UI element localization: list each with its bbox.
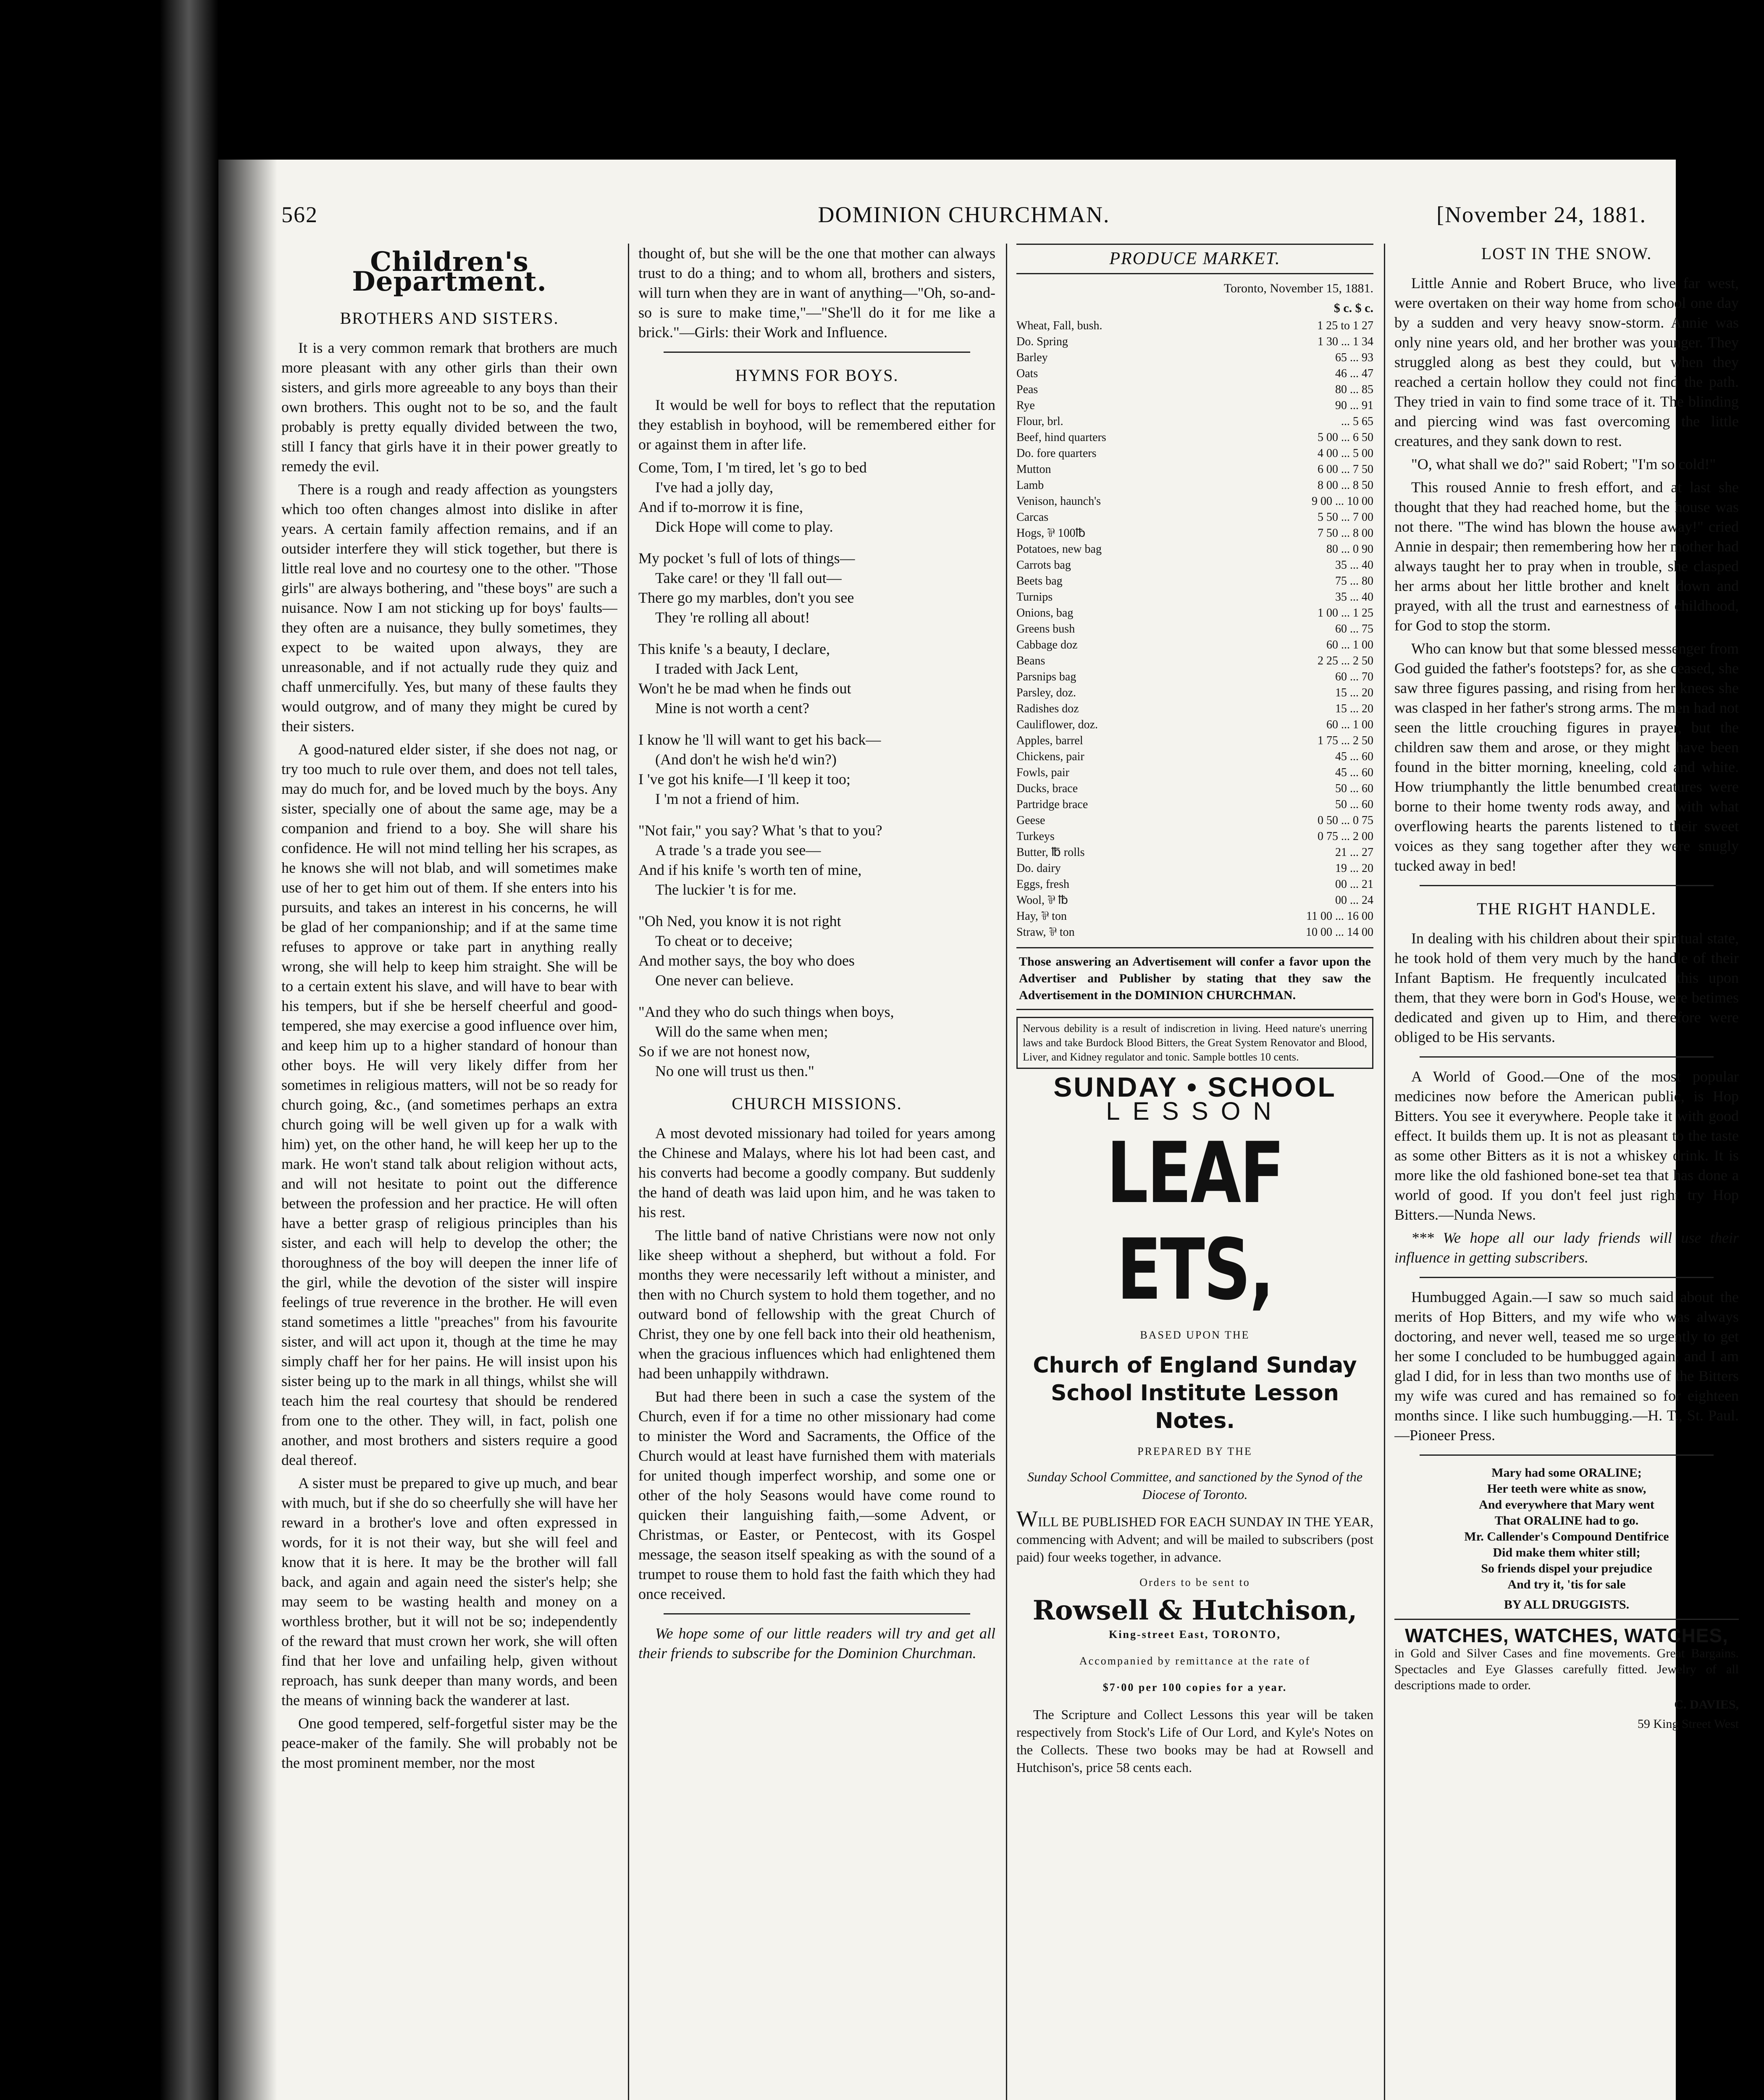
market-price: 90 ... 91 <box>1335 399 1373 412</box>
market-item: Wool, ⅌ ℔ <box>1016 894 1068 907</box>
handle-heading: THE RIGHT HANDLE. <box>1477 899 1656 918</box>
market-item: Hogs, ⅌ 100℔ <box>1016 527 1086 540</box>
leaflets-ad <box>1016 1071 1373 1776</box>
market-row <box>1016 398 1373 414</box>
lost-paragraph: Who can know but that some blessed messenger from God guided the father's footsteps? for, as she ceased, she saw three figures passing, and rising from her knees she was clasped in her father's strong arms. The men had not seen the little crouching figures in prayer, but the children saw them and arose, or they might have been found in the bitter morning, kneeling, cold and white. How triumphantly the little benumbed creatures were borne to their home twenty rods away, and with what overflowing hearts the parents listened to their sweet voices as they sang together after they were snugly tucked away in bed! <box>1394 640 1739 874</box>
market-price: 50 ... 60 <box>1335 782 1373 795</box>
market-row <box>1016 813 1373 829</box>
market-price: 11 00 ... 16 00 <box>1306 910 1373 923</box>
divider <box>664 352 970 353</box>
article-heading: BROTHERS AND SISTERS. <box>340 309 559 328</box>
ad-institute: Church of England Sunday School Institute Lesson Notes. <box>1033 1353 1357 1433</box>
oraline-line: And everywhere that Mary went <box>1479 1498 1654 1512</box>
divider <box>1420 1056 1714 1058</box>
market-row <box>1016 525 1373 541</box>
poem-line: I 'm not a friend of him. <box>655 790 800 807</box>
market-item: Turkeys <box>1016 830 1055 843</box>
poem-line: Take care! or they 'll fall out— <box>655 570 842 586</box>
poem-line: There go my marbles, don't you see <box>638 589 854 606</box>
market-item: Mutton <box>1016 463 1051 476</box>
ad-prepared-by: PREPARED BY THE <box>1137 1445 1252 1457</box>
ad-publish-text: ILL BE PUBLISHED FOR EACH SUNDAY IN THE YEAR, commencing with Advent; and will be mailed to subscribers (post paid) four weeks together, in advance. <box>1016 1514 1373 1564</box>
poem-stanza <box>638 1002 995 1081</box>
market-item: Lamb <box>1016 479 1044 492</box>
market-item: Apples, barrel <box>1016 734 1083 747</box>
market-title: PRODUCE MARKET. <box>1016 244 1373 274</box>
market-row <box>1016 765 1373 781</box>
poem-line: My pocket 's full of lots of things— <box>638 550 855 567</box>
market-row <box>1016 462 1373 478</box>
market-item: Carcas <box>1016 511 1049 524</box>
market-row <box>1016 605 1373 621</box>
market-item: Straw, ⅌ ton <box>1016 926 1075 939</box>
poem-line: Dick Hope will come to play. <box>655 518 833 535</box>
oraline-line: So friends dispel your prejudice <box>1481 1562 1652 1575</box>
missions-paragraph: But had there been in such a case the system of the Church, even if for a time no other missionary had come to minister the Word and Sacraments, the Office of the Church would at least have furnished them with materials for united though imperfect worship, and some one or other of the holy Seasons would have come round to quicken their languishing faith,—some Advent, or Christmas, or Easter, or Pentecost, with its Gospel message, the season itself speaking as with the sound of a trumpet to rouse them to hold fast the faith which they had once received. <box>638 1388 995 1602</box>
column-1 <box>281 244 617 2100</box>
ad-dropcap: W <box>1016 1506 1038 1531</box>
article-paragraph: A sister must be prepared to give up much, and bear with much, but if she do so cheerfully she will have her reward in a brother's love and often expressed in words, for it is not their way, but she will feel and know that it is here. It may be the brother will fall back, and again and again need the sister's help; she may seem to be wasting health and money on a worthless brother, but it will not be so; independently of the reward that must crown her work, she will often find that her love and unfailing help, given without reproach, has sunk deeper than many words, and been the means of winning back the wanderer at last. <box>281 1475 617 1709</box>
market-item: Hay, ⅌ ton <box>1016 910 1067 923</box>
market-price: 0 50 ... 0 75 <box>1318 814 1373 827</box>
market-row <box>1016 749 1373 765</box>
poem-stanza <box>638 549 995 627</box>
book-spine <box>160 0 218 2100</box>
poem-line: "And they who do such things when boys, <box>638 1003 894 1020</box>
market-date: Toronto, November 15, 1881. <box>1223 281 1373 295</box>
article-paragraph: There is a rough and ready affection as youngsters which too often changes almost into dislike in after years. A certain family affection remains, and if an outsider interfere they will stick together, but there is little real love and no courtesy one to the other. "Those girls" are always bothering, and "these boys" are such a nuisance. Now I am not sticking up for boys' faults—they often are a nuisance, they bully sometimes, they expect to be waited upon always, they are unreasonable, and if not actually rude they quiz and chaff unmercifully. Yes, but many of these faults they would outgrow, and of many they might be cured by their sisters. <box>281 481 617 735</box>
column-rule <box>1006 244 1007 2100</box>
market-item: Carrots bag <box>1016 559 1071 572</box>
article-continuation: thought of, but she will be the one that mother can always trust to do a thing; and to whom all, brothers and sisters, will turn when they are in want of anything—"Oh, so-and-so is sure to make time,"—"She'll do it for me like a brick."—Girls: their Work and Influence. <box>638 245 995 341</box>
market-price: 50 ... 60 <box>1335 798 1373 811</box>
market-row <box>1016 653 1373 669</box>
market-price: 65 ... 93 <box>1335 351 1373 364</box>
market-row <box>1016 414 1373 430</box>
market-item: Beets bag <box>1016 575 1063 588</box>
market-row <box>1016 637 1373 653</box>
poem-line: I know he 'll will want to get his back— <box>638 731 881 748</box>
ad-rate: $7·00 per 100 copies for a year. <box>1102 1681 1287 1693</box>
market-price: 7 50 ... 8 00 <box>1318 527 1373 540</box>
lost-heading: LOST IN THE SNOW. <box>1481 244 1652 263</box>
oraline-ad <box>1394 1465 1739 1613</box>
market-row <box>1016 430 1373 446</box>
ad-big-text: LEAF ETS, <box>1106 1124 1284 1319</box>
market-row <box>1016 509 1373 525</box>
poem-line: I've had a jolly day, <box>655 479 774 496</box>
market-price: 15 ... 20 <box>1335 686 1373 699</box>
market-item: Turnips <box>1016 591 1053 604</box>
poem-line: I 've got his knife—I 'll keep it too; <box>638 771 850 788</box>
market-item: Parsnips bag <box>1016 670 1076 683</box>
market-row <box>1016 892 1373 908</box>
druggists-line: BY ALL DRUGGISTS. <box>1504 1598 1630 1612</box>
hymns-heading: HYMNS FOR BOYS. <box>735 366 899 385</box>
market-item: Barley <box>1016 351 1048 364</box>
market-price: 1 25 to 1 27 <box>1317 319 1373 332</box>
market-row <box>1016 877 1373 892</box>
market-item: Peas <box>1016 383 1038 396</box>
market-row <box>1016 829 1373 845</box>
newspaper-page <box>218 160 1739 2100</box>
oraline-line: And try it, 'tis for sale <box>1507 1578 1626 1591</box>
market-price: 5 00 ... 6 50 <box>1318 431 1373 444</box>
ad-orders: Orders to be sent to <box>1139 1576 1250 1588</box>
oraline-line: Mr. Callender's Compound Dentifrice <box>1464 1530 1669 1544</box>
poem-line: So if we are not honest now, <box>638 1043 810 1060</box>
market-item: Cabbage doz <box>1016 638 1078 651</box>
market-item: Rye <box>1016 399 1035 412</box>
market-price: 60 ... 70 <box>1335 670 1373 683</box>
lost-paragraph: "O, what shall we do?" said Robert; "I'm so cold!" <box>1411 456 1716 472</box>
oraline-line: Mary had some ORALINE; <box>1491 1466 1642 1480</box>
market-price: 45 ... 60 <box>1335 750 1373 763</box>
divider <box>1420 1277 1714 1278</box>
market-price-header: $ c. $ c. <box>1334 301 1373 315</box>
davies-name: C. DAVIES, <box>1674 1698 1739 1712</box>
market-row <box>1016 701 1373 717</box>
poem-stanza <box>638 639 995 718</box>
poem-line: No one will trust us then." <box>655 1063 814 1079</box>
poem-stanza <box>638 821 995 900</box>
poem-stanza <box>638 458 995 537</box>
market-price: 2 25 ... 2 50 <box>1318 654 1373 667</box>
poem-line: And mother says, the boy who does <box>638 952 855 969</box>
poem-line: I traded with Jack Lent, <box>655 660 798 677</box>
divider <box>1420 885 1714 886</box>
market-row <box>1016 669 1373 685</box>
market-price: 1 00 ... 1 25 <box>1318 606 1373 620</box>
poem-line: Mine is not worth a cent? <box>655 700 809 717</box>
market-price: 45 ... 60 <box>1335 766 1373 779</box>
market-item: Cauliflower, doz. <box>1016 718 1098 731</box>
handle-paragraph: In dealing with his children about their spiritual state, he took hold of them very much by the handle of their Infant Baptism. He frequently inculcated this upon them, that they were born in God's House, were betimes dedicated and given up to Him, and therefore were obliged to be His servants. <box>1394 930 1739 1045</box>
ad-address: King-street East, TORONTO, <box>1109 1628 1281 1641</box>
market-row <box>1016 366 1373 382</box>
newspaper-title: DOMINION CHURCHMAN. <box>818 202 1110 227</box>
article-paragraph: A good-natured elder sister, if she does not nag, or try too much to rule over them, and does not tell tales, may do much for, and be loved much by the boys. Any sister, specially one of about the same age, may be a companion and friend to a boy. She will share his confidence. He will not mind telling her his scrapes, as he knows she will not blab, and will sometimes make use of her to get him out of them. If she enters into his pursuits, and takes an interest in his concerns, he will be glad of her companionship; and if at the same time refuses to approve or take part in anything really wrong, she will help to keep him straight. She will be to a certain extent his slave, and will have to bear with his tempers, but if she be herself cheerful and good-tempered, she may exercise a good influence over him, and keep him up to a higher standard of honour than other boys. He will very likely differ from her sometimes in religious matters, will not be so ready for church going, &c., (and sometimes perhaps an extra church going will be well given up for a walk with him) yet, on the other hand, he will keep her up to the mark. He won't stand talk about religion without acts, and will not hesitate to point out the difference between the profession and her practice. He will often have a better grasp of religious principles than his sister, and each will help to develop the other; the thoroughness of the boy will deepen the inner life of the girl, while the devotion of the sister will inspire feelings of true reverence in the brother. He will even stand sometimes a little "preaches" from his favourite sister, and will act upon it, though at the time he may simply chaff her for her pains. He will insist upon his sister being up to the mark in all things, whilst she will teach him the real courtesy that should be rendered from one to the other. They will, in fact, polish one another, and most brothers and sisters require a good deal thereof. <box>281 741 617 1468</box>
market-row <box>1016 797 1373 813</box>
market-row <box>1016 557 1373 573</box>
page-number: 562 <box>281 202 318 227</box>
market-price: 46 ... 47 <box>1335 367 1373 380</box>
watches-text: in Gold and Silver Cases and fine movements. Great Bargains. Spectacles and Eye Glasses carefully fitted. Jewelry of all descriptions made to order. <box>1394 1646 1739 1692</box>
poem <box>638 458 995 1081</box>
poem-line: This knife 's a beauty, I declare, <box>638 640 830 657</box>
ad-subheadline: LESSON <box>1106 1097 1284 1125</box>
advertiser-notice: Those answering an Advertisement will confer a favor upon the Advertiser and Publisher by stating that they saw the Advertisement in the DOMINION CHURCHMAN. <box>1016 947 1373 1010</box>
market-row <box>1016 733 1373 749</box>
page-header <box>281 202 1646 231</box>
poem-line: And if his knife 's worth ten of mine, <box>638 861 862 878</box>
poem-line: One never can believe. <box>655 972 794 989</box>
market-price: 60 ... 1 00 <box>1326 718 1373 731</box>
poem-line: (And don't he wish he'd win?) <box>655 751 837 768</box>
market-row <box>1016 446 1373 462</box>
market-price: 35 ... 40 <box>1335 591 1373 604</box>
market-row <box>1016 573 1373 589</box>
market-row <box>1016 541 1373 557</box>
market-item: Do. fore quarters <box>1016 447 1097 460</box>
ad-based-on: BASED UPON THE <box>1140 1329 1250 1341</box>
market-row <box>1016 478 1373 494</box>
article-paragraph: It is a very common remark that brothers are much more pleasant with any other girls than their own sisters, and girls more agreeable to any boys than their own brothers. This ought not to be so, and the fault probably is pretty equally divided between the two, still I fancy that girls have it in their power greatly to remedy the evil. <box>281 339 617 475</box>
market-price: 75 ... 80 <box>1335 575 1373 588</box>
market-price: 21 ... 27 <box>1335 846 1373 859</box>
oraline-line: Did make them whiter still; <box>1493 1546 1641 1559</box>
market-item: Chickens, pair <box>1016 750 1084 763</box>
ad-publish-notice <box>1016 1506 1373 1566</box>
market-item: Oats <box>1016 367 1038 380</box>
humbugged-paragraph: Humbugged Again.—I saw so much said about the merits of Hop Bitters, and my wife who was always doctoring, and never well, teased me so urgently to get her some I concluded to be humbugged again; and I am glad I did, for in less than two months use of the Bitters my wife was cured and has remained so for eighteen months since. I like such humbugging.—H. T., St. Paul.—Pioneer Press. <box>1394 1289 1739 1444</box>
market-item: Eggs, fresh <box>1016 878 1069 891</box>
market-row <box>1016 318 1373 334</box>
market-price: 10 00 ... 14 00 <box>1306 926 1373 939</box>
market-row <box>1016 717 1373 733</box>
davies-address: 59 King Street West <box>1637 1717 1739 1731</box>
market-item: Radishes doz <box>1016 702 1079 715</box>
world-of-good-paragraph: A World of Good.—One of the most popular medicines now before the American public, is Hop Bitters. You see it everywhere. People take it with good effect. It builds them up. It is not as pleasant to the taste as some other Bitters as it is not a whiskey drink. It is more like the old fashioned bone-set tea that has done a world of good. If you don't feel just right try Hop Bitters.—Nunda News. <box>1394 1068 1739 1223</box>
ad-collects: The Scripture and Collect Lessons this year will be taken respectively from Stock's Life of Our Lord, and Kyle's Notes on the Collects. These two books may be had at Rowsell and Hutchison's, price 58 cents each. <box>1016 1707 1373 1775</box>
market-item: Parsley, doz. <box>1016 686 1076 699</box>
poem-line: "Oh Ned, you know it is not right <box>638 913 841 929</box>
poem-line: And if to-morrow it is fine, <box>638 499 803 515</box>
market-item: Beans <box>1016 654 1045 667</box>
poem-line: Will do the same when men; <box>655 1023 828 1040</box>
poem-stanza <box>638 730 995 809</box>
market-row <box>1016 334 1373 350</box>
market-row <box>1016 621 1373 637</box>
market-price: 1 75 ... 2 50 <box>1318 734 1373 747</box>
market-item: Beef, hind quarters <box>1016 431 1106 444</box>
market-price: 1 30 ... 1 34 <box>1318 335 1373 348</box>
market-price: 00 ... 24 <box>1335 894 1373 907</box>
market-price: 19 ... 20 <box>1335 862 1373 875</box>
market-item: Venison, haunch's <box>1016 495 1101 508</box>
market-item: Wheat, Fall, bush. <box>1016 319 1102 332</box>
market-row <box>1016 781 1373 797</box>
market-table-body <box>1016 318 1373 940</box>
market-price: 15 ... 20 <box>1335 702 1373 715</box>
poem-line: They 're rolling all about! <box>655 609 810 626</box>
market-row <box>1016 908 1373 924</box>
column-2 <box>638 244 995 2100</box>
market-price: ... 5 65 <box>1341 415 1373 428</box>
oraline-line: That ORALINE had to go. <box>1494 1514 1639 1528</box>
market-price: 80 ... 0 90 <box>1326 543 1373 556</box>
market-row <box>1016 494 1373 509</box>
column-4 <box>1394 244 1739 2100</box>
issue-date: [November 24, 1881. <box>1436 202 1646 227</box>
ladies-note: *** We hope all our lady friends will use their influence in getting subscribers. <box>1394 1229 1739 1266</box>
bitters-ad: Nervous debility is a result of indiscretion in living. Heed nature's unerring laws and take Burdock Blood Bitters, the Great System Renovator and Blood, Liver, and Kidney regulator and tonic. Sample bottles 10 cents. <box>1016 1017 1373 1069</box>
market-price: 60 ... 1 00 <box>1326 638 1373 651</box>
market-row <box>1016 861 1373 877</box>
missions-paragraph: A most devoted missionary had toiled for years among the Chinese and Malays, where his lot had been cast, and his converts had become a goodly company. But suddenly the hand of death was laid upon him, and he was taken to his rest. <box>638 1125 995 1221</box>
column-rule <box>628 244 629 2100</box>
ad-committee: Sunday School Committee, and sanctioned by the Synod of the Diocese of Toronto. <box>1027 1469 1363 1502</box>
poem-line: A trade 's a trade you see— <box>655 842 821 858</box>
market-item: Ducks, brace <box>1016 782 1078 795</box>
market-price: 5 50 ... 7 00 <box>1318 511 1373 524</box>
market-price: 0 75 ... 2 00 <box>1318 830 1373 843</box>
page-gutter-shadow <box>218 160 277 2100</box>
market-row <box>1016 685 1373 701</box>
market-price: 6 00 ... 7 50 <box>1318 463 1373 476</box>
market-price: 00 ... 21 <box>1335 878 1373 891</box>
market-table <box>1016 318 1373 940</box>
market-price: 35 ... 40 <box>1335 559 1373 572</box>
market-item: Butter, ℔ rolls <box>1016 846 1085 859</box>
ad-headline: SUNDAY • SCHOOL <box>1053 1071 1336 1102</box>
lost-paragraph: This roused Annie to fresh effort, and at last she thought that they had reached home, but the house was not there. "The wind has blown the house away!" cried Annie in despair; then remembering how her mother had always taught her to pray when in trouble, she clasped her arms about her little brother and knelt down and prayed, with all the trust and earnestness of childhood, for God to stop the storm. <box>1394 479 1739 634</box>
market-row <box>1016 589 1373 605</box>
column-3 <box>1016 244 1373 2100</box>
market-item: Fowls, pair <box>1016 766 1069 779</box>
market-row <box>1016 924 1373 940</box>
column-rule <box>1384 244 1385 2100</box>
poem-stanza <box>638 911 995 990</box>
hymns-intro: It would be well for boys to reflect that the reputation they establish in boyhood, will be remembered either for or against them in after life. <box>638 396 995 453</box>
market-row <box>1016 350 1373 366</box>
ad-accompanied: Accompanied by remittance at the rate of <box>1079 1655 1311 1667</box>
market-price: 60 ... 75 <box>1335 622 1373 635</box>
ad-firm-name: Rowsell & Hutchison, <box>1032 1595 1357 1626</box>
market-item: Partridge brace <box>1016 798 1088 811</box>
market-item: Geese <box>1016 814 1045 827</box>
poem-line: To cheat or to deceive; <box>655 932 793 949</box>
article-paragraph: One good tempered, self-forgetful sister may be the peace-maker of the family. She will probably not be the most prominent member, nor the most <box>281 1715 617 1771</box>
poem-line: "Not fair," you say? What 's that to you? <box>638 822 882 839</box>
poem-line: Come, Tom, I 'm tired, let 's go to bed <box>638 459 867 476</box>
divider <box>664 1613 970 1614</box>
market-item: Do. Spring <box>1016 335 1068 348</box>
oraline-line: Her teeth were white as snow, <box>1487 1482 1646 1496</box>
market-price: 4 00 ... 5 00 <box>1318 447 1373 460</box>
market-item: Onions, bag <box>1016 606 1074 620</box>
market-item: Flour, brl. <box>1016 415 1063 428</box>
divider <box>1394 1619 1739 1620</box>
market-item: Greens bush <box>1016 622 1075 635</box>
market-row <box>1016 845 1373 861</box>
poem-line: The luckier 't is for me. <box>655 881 797 898</box>
closing-note: We hope some of our little readers will try and get all their friends to subscribe for the Dominion Churchman. <box>638 1625 995 1662</box>
market-price: 9 00 ... 10 00 <box>1312 495 1373 508</box>
market-item: Potatoes, new bag <box>1016 543 1102 556</box>
missions-heading: CHURCH MISSIONS. <box>732 1094 902 1113</box>
market-item: Do. dairy <box>1016 862 1061 875</box>
poem-line: Won't he be mad when he finds out <box>638 680 851 697</box>
department-title: Children's Department. <box>352 246 547 297</box>
market-row <box>1016 382 1373 398</box>
market-price: 8 00 ... 8 50 <box>1318 479 1373 492</box>
market-price: 80 ... 85 <box>1335 383 1373 396</box>
lost-paragraph: Little Annie and Robert Bruce, who live far west, were overtaken on their way home from school one day by a sudden and very heavy snow-storm. Annie was only nine years old, and her brother was younger. They struggled along as best they could, but when they reached a certain hollow they could not find the path. They tried in vain to find some trace of it. The blinding and piercing wind was fast overcoming the little creatures, and they sank down to rest. <box>1394 275 1739 449</box>
missions-paragraph: The little band of native Christians were now not only like sheep without a shepherd, but without a fold. For months they were necessarily left without a minister, and then with no Church system to hold them together, and no outward bond of fellowship with the great Church of Christ, they one by one fell back into their old heathenism, when the gracious influences which had enlightened them had been unhappily withdrawn. <box>638 1227 995 1382</box>
watches-headline: WATCHES, WATCHES, WATCHES, <box>1405 1625 1728 1646</box>
divider <box>1420 1454 1714 1456</box>
